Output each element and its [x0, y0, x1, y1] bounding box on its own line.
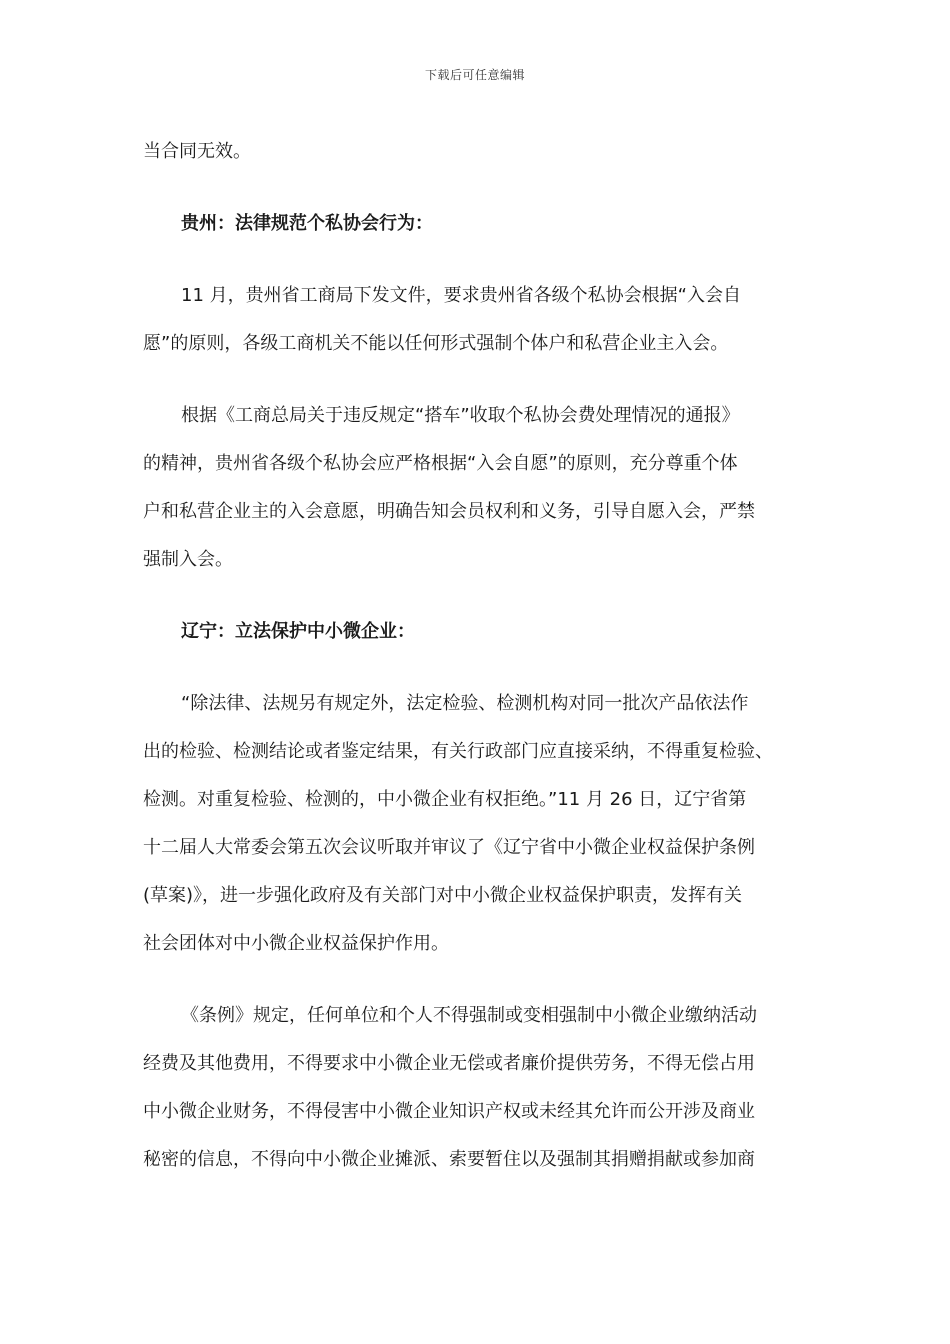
- paragraph-line: 经费及其他费用，不得要求中小微企业无偿或者廉价提供劳务，不得无偿占用: [143, 1053, 755, 1074]
- paragraph-line: 中小微企业财务，不得侵害中小微企业知识产权或未经其允许而公开涉及商业: [143, 1101, 755, 1122]
- paragraph-gap: [143, 254, 823, 278]
- paragraph-gap: [143, 974, 823, 998]
- paragraph-line: 《条例》规定，任何单位和个人不得强制或变相强制中小微企业缴纳活动: [181, 1005, 757, 1026]
- paragraph-line: 11 月，贵州省工商局下发文件，要求贵州省各级个私协会根据“入会自: [181, 285, 741, 306]
- paragraph-line: 根据《工商总局关于违反规定“搭车”收取个私协会费处理情况的通报》: [181, 405, 740, 426]
- paragraph-line: 检测。对重复检验、检测的，中小微企业有权拒绝。”11 月 26 日，辽宁省第: [143, 789, 747, 810]
- paragraph-line: 出的检验、检测结论或者鉴定结果，有关行政部门应直接采纳，不得重复检验、: [143, 741, 773, 762]
- paragraph-gap: [143, 374, 823, 398]
- paragraph-gap: [143, 590, 823, 614]
- paragraph-line: 当合同无效。: [143, 141, 251, 162]
- paragraph-line: 愿”的原则，各级工商机关不能以任何形式强制个体户和私营企业主入会。: [143, 333, 729, 354]
- paragraph-line: “除法律、法规另有规定外，法定检验、检测机构对同一批次产品依法作: [181, 693, 749, 714]
- paragraph-line: 社会团体对中小微企业权益保护作用。: [143, 933, 449, 954]
- paragraph-line: 的精神，贵州省各级个私协会应严格根据“入会自愿”的原则，充分尊重个体: [143, 453, 738, 474]
- document-body: [143, 134, 823, 1190]
- paragraph-line: 十二届人大常委会第五次会议听取并审议了《辽宁省中小微企业权益保护条例: [143, 837, 755, 858]
- section-heading-liaoning: 辽宁：立法保护中小微企业：: [181, 621, 415, 642]
- paragraph-gap: [143, 662, 823, 686]
- paragraph-line: (草案)》，进一步强化政府及有关部门对中小微企业权益保护职责，发挥有关: [143, 885, 743, 906]
- header-note: 下载后可任意编辑: [424, 68, 525, 82]
- paragraph-line: 强制入会。: [143, 549, 233, 570]
- section-heading-guizhou: 贵州：法律规范个私协会行为：: [181, 213, 433, 234]
- paragraph-line: 秘密的信息，不得向中小微企业摊派、索要暂住以及强制其捐赠捐献或参加商: [143, 1149, 755, 1170]
- paragraph-line: 户和私营企业主的入会意愿，明确告知会员权利和义务，引导自愿入会，严禁: [143, 501, 755, 522]
- paragraph-gap: [143, 182, 823, 206]
